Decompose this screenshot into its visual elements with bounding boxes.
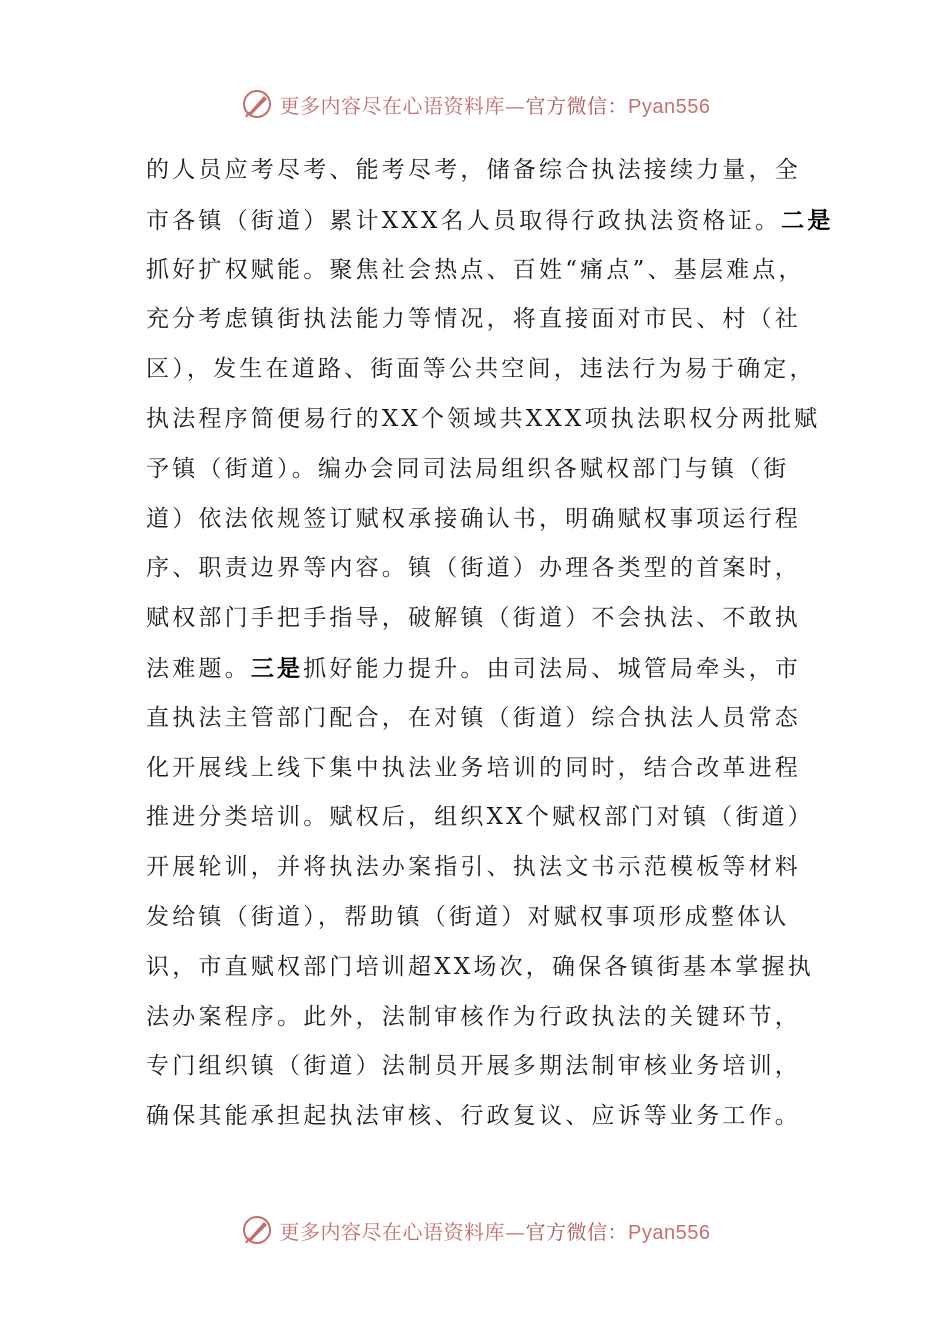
- text-segment: 执法程序简便易行的XX个领域共XXX项执法职权分两批赋: [146, 405, 821, 432]
- text-line: [146, 793, 814, 843]
- text-segment: 推进分类培训。赋权后，组织XX个赋权部门对镇（街道）: [146, 804, 814, 831]
- text-line: [146, 445, 806, 495]
- text-line: [146, 843, 806, 893]
- text-line: [146, 744, 806, 794]
- text-line: [146, 893, 806, 943]
- text-line: [146, 544, 806, 594]
- text-line: [146, 196, 834, 246]
- text-line: [146, 644, 806, 694]
- text-segment: 识，市直赋权部门培训超XX场次，确保各镇街基本掌握执: [146, 953, 814, 980]
- text-line: [146, 1042, 806, 1092]
- text-segment: 赋权部门手把手指导，破解镇（街道）不会执法、不敢执: [146, 605, 801, 632]
- text-segment: 开展轮训，并将执法办案指引、执法文书示范模板等材料: [146, 854, 801, 881]
- text-segment: 专门组织镇（街道）法制员开展多期法制审核业务培训，: [146, 1053, 801, 1080]
- quill-pen-logo-icon: [240, 87, 274, 121]
- text-segment: 抓好能力提升。由司法局、城管局牵头，市: [303, 655, 802, 682]
- header-banner-separator: —: [505, 93, 526, 118]
- text-line: [146, 345, 816, 395]
- text-segment: 区），发生在道路、街面等公共空间，违法行为易于确定，: [146, 356, 816, 383]
- text-segment: 道）依法依规签订赋权承接确认书，明确赋权事项运行程: [146, 505, 801, 532]
- text-line: [146, 295, 806, 345]
- text-segment: 予镇（街道）。编办会同司法局组织各赋权部门与镇（街: [146, 455, 790, 482]
- footer-banner-wechat-id: Pyan556: [628, 1221, 711, 1244]
- footer-banner-title: 更多内容尽在心语资料库: [279, 1219, 506, 1244]
- text-segment: 化开展线上线下集中执法业务培训的同时，结合改革进程: [146, 754, 801, 781]
- document-body: [146, 146, 834, 1142]
- text-segment: 法难题。: [146, 655, 251, 682]
- header-banner-title: 更多内容尽在心语资料库: [279, 93, 506, 118]
- footer-banner-label: 官方微信：: [525, 1219, 629, 1244]
- text-segment: 市各镇（街道）累计XXX名人员取得行政执法资格证。: [146, 207, 782, 234]
- text-line: [146, 395, 821, 445]
- text-segment: 抓好扩权赋能。聚焦社会热点、百姓“痛点”、基层难点，: [146, 256, 805, 283]
- footer-banner: [0, 1210, 950, 1250]
- text-segment: 的人员应考尽考、能考尽考，储备综合执法接续力量，全: [146, 157, 801, 183]
- bold-text-segment: 三是: [250, 654, 304, 682]
- header-banner: [0, 84, 950, 124]
- text-segment: 发给镇（街道），帮助镇（街道）对赋权事项形成整体认: [146, 903, 790, 930]
- text-segment: 充分考虑镇街执法能力等情况，将直接面对市民、村（社: [146, 306, 801, 333]
- text-line: [146, 594, 806, 644]
- text-segment: 序、职责边界等内容。镇（街道）办理各类型的首案时，: [146, 555, 801, 582]
- header-banner-wechat-id: Pyan556: [628, 95, 711, 118]
- header-banner-label: 官方微信：: [525, 93, 629, 118]
- text-line: [146, 146, 806, 196]
- text-line: [146, 495, 806, 545]
- text-line: [146, 993, 806, 1043]
- text-line: [146, 1092, 806, 1142]
- footer-banner-text: [280, 1216, 711, 1245]
- quill-pen-logo-icon: [240, 1213, 274, 1247]
- text-segment: 法办案程序。此外，法制审核作为行政执法的关键环节，: [146, 1003, 801, 1030]
- bold-text-segment: 二是: [781, 206, 834, 234]
- text-line: [146, 943, 814, 993]
- footer-banner-separator: —: [505, 1219, 526, 1244]
- header-banner-text: [280, 90, 711, 119]
- text-line: [146, 694, 806, 744]
- text-segment: 直执法主管部门配合，在对镇（街道）综合执法人员常态: [146, 704, 801, 731]
- text-segment: 确保其能承担起执法审核、行政复议、应诉等业务工作。: [146, 1103, 801, 1130]
- text-line: [146, 246, 806, 296]
